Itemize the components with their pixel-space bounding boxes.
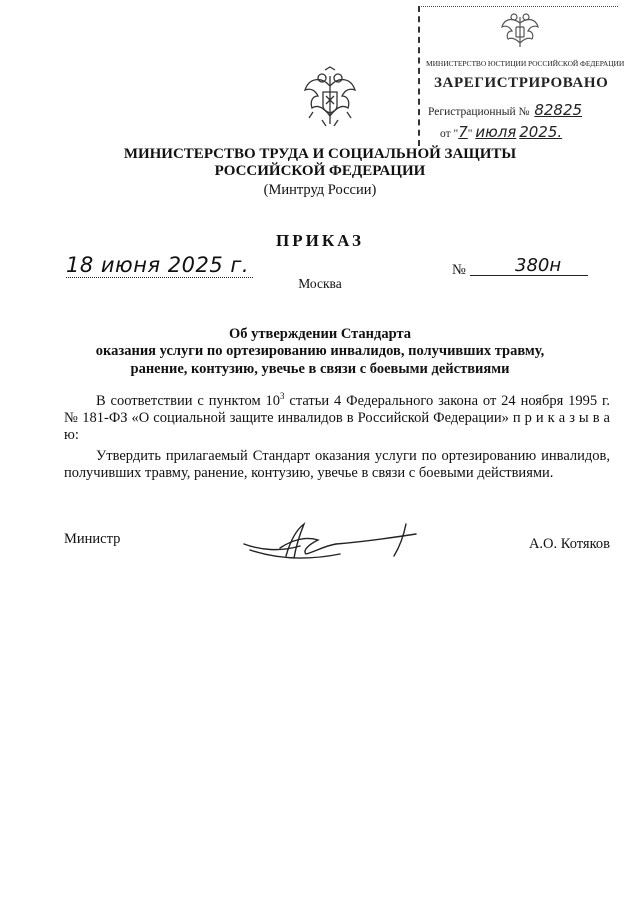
para1-start: В соответствии с пунктом 10 [96,393,281,409]
number-label: № [452,262,466,278]
stamp-coat-of-arms-icon [498,9,542,53]
stamp-date-line [440,123,562,141]
order-date: 18 июня 2025 г. [66,253,253,278]
signatory-title: Министр [64,531,121,547]
signatory-name: А.О. Котяков [528,536,610,552]
order-title-line3: ранение, контузию, увечье в связи с боевыми действиями [130,361,510,377]
registration-stamp [418,6,625,146]
city: Москва [298,276,342,291]
handwritten-signature [240,520,420,564]
stamp-status: ЗАРЕГИСТРИРОВАНО [434,75,609,91]
stamp-date-month: июля [475,123,517,141]
order-title-line2: оказания услуги по ортезированию инвалидов, получивших травму, [95,343,545,359]
stamp-date-day: 7 [458,123,468,141]
stamp-reg-label: Регистрационный № [428,106,530,118]
body-paragraph-2: Утвердить прилагаемый Стандарт оказания услуги по ортезированию инвалидов, получивших травму, ранение, контузию, увечье в связи с боевыми действиями. [64,448,610,481]
ministry-short-name: (Минтруд России) [263,182,377,198]
stamp-date-year: 2025. [519,123,563,141]
stamp-registration-line [428,101,582,119]
stamp-ministry-name: МИНИСТЕРСТВО ЮСТИЦИИ РОССИЙСКОЙ ФЕДЕРАЦИИ [426,59,625,68]
coat-of-arms-icon [301,66,359,132]
document-type: ПРИКАЗ [276,231,364,250]
para1-superscript: 3 [280,391,285,402]
body-paragraph-1 [64,393,610,444]
stamp-reg-number: 82825 [534,101,583,119]
order-title-line1: Об утверждении Стандарта [228,326,412,342]
ministry-name-line1: МИНИСТЕРСТВО ТРУДА И СОЦИАЛЬНОЙ ЗАЩИТЫ [123,146,517,162]
stamp-date-mid: " [467,128,473,140]
order-number: 380н [515,255,562,276]
stamp-date-prefix: от " [440,128,459,140]
para1-end: статьи 4 Федерального закона от 24 ноября 1995 г. № 181-ФЗ «О социальной защите инвалидов в Российской Федерации» п р и к а з ы в а ю: [64,393,610,443]
ministry-name-line2: РОССИЙСКОЙ ФЕДЕРАЦИИ [214,163,426,179]
